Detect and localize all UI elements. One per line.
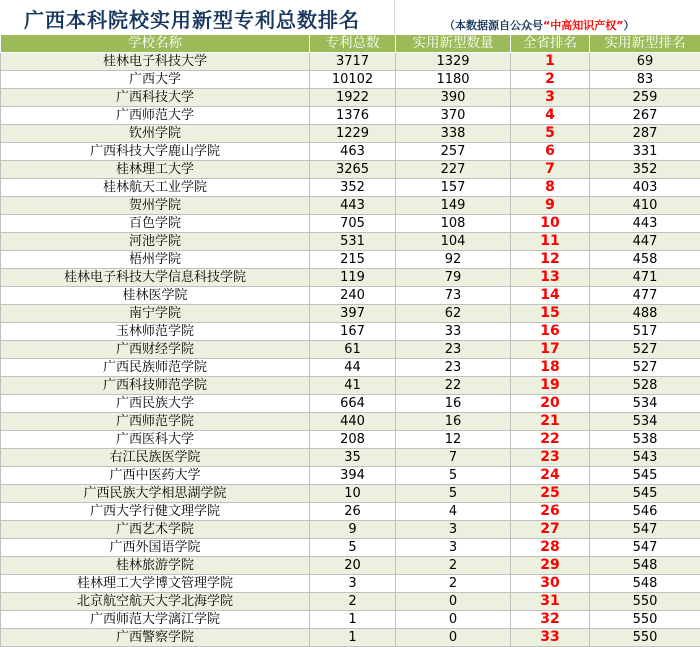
- table-row: [1, 251, 700, 269]
- utility-model-rank-cell: 550: [590, 629, 700, 647]
- utility-model-rank-cell: 528: [590, 377, 700, 395]
- utility-model-rank-cell: 471: [590, 269, 700, 287]
- table-row: [1, 593, 700, 611]
- table-row: [1, 71, 700, 89]
- utility-model-rank-cell: 545: [590, 467, 700, 485]
- utility-model-count-cell: 4: [396, 503, 511, 521]
- utility-model-count-cell: 5: [396, 467, 511, 485]
- utility-model-rank-cell: 352: [590, 161, 700, 179]
- province-rank-cell: 1: [511, 53, 590, 71]
- table-row: [1, 431, 700, 449]
- utility-model-count-cell: 227: [396, 161, 511, 179]
- utility-model-count-cell: 22: [396, 377, 511, 395]
- total-patents-cell: 119: [310, 269, 396, 287]
- total-patents-cell: 394: [310, 467, 396, 485]
- school-name-cell: 桂林旅游学院: [1, 557, 310, 575]
- table-row: [1, 215, 700, 233]
- province-rank-cell: 30: [511, 575, 590, 593]
- utility-model-count-cell: 108: [396, 215, 511, 233]
- utility-model-count-cell: 257: [396, 143, 511, 161]
- province-rank-cell: 33: [511, 629, 590, 647]
- utility-model-rank-cell: 447: [590, 233, 700, 251]
- utility-model-count-cell: 1329: [396, 53, 511, 71]
- total-patents-cell: 20: [310, 557, 396, 575]
- table-row: [1, 485, 700, 503]
- utility-model-count-cell: 3: [396, 539, 511, 557]
- school-name-cell: 广西中医药大学: [1, 467, 310, 485]
- utility-model-rank-cell: 287: [590, 125, 700, 143]
- province-rank-cell: 14: [511, 287, 590, 305]
- utility-model-count-cell: 5: [396, 485, 511, 503]
- utility-model-count-cell: 390: [396, 89, 511, 107]
- utility-model-count-cell: 157: [396, 179, 511, 197]
- utility-model-count-cell: 23: [396, 359, 511, 377]
- school-name-cell: 广西医科大学: [1, 431, 310, 449]
- utility-model-rank-cell: 488: [590, 305, 700, 323]
- table-row: [1, 323, 700, 341]
- total-patents-cell: 10102: [310, 71, 396, 89]
- utility-model-rank-cell: 534: [590, 395, 700, 413]
- school-name-cell: 桂林理工大学博文管理学院: [1, 575, 310, 593]
- total-patents-cell: 2: [310, 593, 396, 611]
- utility-model-rank-cell: 267: [590, 107, 700, 125]
- province-rank-cell: 19: [511, 377, 590, 395]
- table-row: [1, 503, 700, 521]
- source-suffix: ）: [623, 19, 634, 32]
- table-row: [1, 575, 700, 593]
- total-patents-cell: 440: [310, 413, 396, 431]
- school-name-cell: 广西民族大学: [1, 395, 310, 413]
- school-name-cell: 贺州学院: [1, 197, 310, 215]
- utility-model-count-cell: 1180: [396, 71, 511, 89]
- table-row: [1, 539, 700, 557]
- school-name-cell: 桂林电子科技大学: [1, 53, 310, 71]
- utility-model-rank-cell: 548: [590, 575, 700, 593]
- school-name-cell: 广西科技大学鹿山学院: [1, 143, 310, 161]
- utility-model-rank-cell: 477: [590, 287, 700, 305]
- school-name-cell: 广西外国语学院: [1, 539, 310, 557]
- province-rank-cell: 25: [511, 485, 590, 503]
- utility-model-rank-cell: 410: [590, 197, 700, 215]
- total-patents-cell: 208: [310, 431, 396, 449]
- school-name-cell: 广西师范学院: [1, 413, 310, 431]
- header-school-name: 学校名称: [1, 35, 310, 53]
- table-row: [1, 197, 700, 215]
- title-divider: [394, 0, 395, 34]
- header-utility-model-rank: 实用新型排名: [590, 35, 700, 53]
- province-rank-cell: 9: [511, 197, 590, 215]
- utility-model-count-cell: 0: [396, 629, 511, 647]
- total-patents-cell: 5: [310, 539, 396, 557]
- utility-model-count-cell: 3: [396, 521, 511, 539]
- utility-model-rank-cell: 517: [590, 323, 700, 341]
- total-patents-cell: 41: [310, 377, 396, 395]
- utility-model-count-cell: 33: [396, 323, 511, 341]
- province-rank-cell: 26: [511, 503, 590, 521]
- province-rank-cell: 7: [511, 161, 590, 179]
- total-patents-cell: 240: [310, 287, 396, 305]
- table-row: [1, 269, 700, 287]
- table-row: [1, 179, 700, 197]
- school-name-cell: 广西警察学院: [1, 629, 310, 647]
- province-rank-cell: 27: [511, 521, 590, 539]
- province-rank-cell: 11: [511, 233, 590, 251]
- ranking-table: [0, 34, 700, 647]
- source-account-name: “中高知识产权”: [543, 19, 623, 32]
- school-name-cell: 广西民族师范学院: [1, 359, 310, 377]
- table-row: [1, 377, 700, 395]
- utility-model-rank-cell: 550: [590, 611, 700, 629]
- utility-model-count-cell: 73: [396, 287, 511, 305]
- province-rank-cell: 5: [511, 125, 590, 143]
- table-row: [1, 359, 700, 377]
- province-rank-cell: 23: [511, 449, 590, 467]
- utility-model-count-cell: 104: [396, 233, 511, 251]
- school-name-cell: 桂林理工大学: [1, 161, 310, 179]
- table-row: [1, 611, 700, 629]
- school-name-cell: 北京航空航天大学北海学院: [1, 593, 310, 611]
- province-rank-cell: 24: [511, 467, 590, 485]
- utility-model-rank-cell: 534: [590, 413, 700, 431]
- utility-model-rank-cell: 403: [590, 179, 700, 197]
- utility-model-rank-cell: 331: [590, 143, 700, 161]
- utility-model-count-cell: 0: [396, 611, 511, 629]
- utility-model-count-cell: 149: [396, 197, 511, 215]
- school-name-cell: 桂林医学院: [1, 287, 310, 305]
- school-name-cell: 广西科技师范学院: [1, 377, 310, 395]
- total-patents-cell: 9: [310, 521, 396, 539]
- total-patents-cell: 1229: [310, 125, 396, 143]
- school-name-cell: 南宁学院: [1, 305, 310, 323]
- utility-model-count-cell: 92: [396, 251, 511, 269]
- province-rank-cell: 4: [511, 107, 590, 125]
- utility-model-count-cell: 7: [396, 449, 511, 467]
- school-name-cell: 百色学院: [1, 215, 310, 233]
- total-patents-cell: 3265: [310, 161, 396, 179]
- table-row: [1, 395, 700, 413]
- table-row: [1, 287, 700, 305]
- header-total-patents: 专利总数: [310, 35, 396, 53]
- utility-model-count-cell: 16: [396, 413, 511, 431]
- total-patents-cell: 705: [310, 215, 396, 233]
- province-rank-cell: 31: [511, 593, 590, 611]
- total-patents-cell: 352: [310, 179, 396, 197]
- utility-model-count-cell: 2: [396, 575, 511, 593]
- table-row: [1, 413, 700, 431]
- school-name-cell: 梧州学院: [1, 251, 310, 269]
- total-patents-cell: 397: [310, 305, 396, 323]
- table-row: [1, 107, 700, 125]
- total-patents-cell: 443: [310, 197, 396, 215]
- province-rank-cell: 2: [511, 71, 590, 89]
- table-row: [1, 53, 700, 71]
- total-patents-cell: 61: [310, 341, 396, 359]
- utility-model-rank-cell: 550: [590, 593, 700, 611]
- utility-model-count-cell: 0: [396, 593, 511, 611]
- source-prefix: （本数据源自公众号: [444, 19, 543, 32]
- total-patents-cell: 1: [310, 611, 396, 629]
- title-bar: [0, 0, 700, 34]
- utility-model-rank-cell: 543: [590, 449, 700, 467]
- utility-model-count-cell: 370: [396, 107, 511, 125]
- utility-model-rank-cell: 443: [590, 215, 700, 233]
- utility-model-count-cell: 12: [396, 431, 511, 449]
- table-header-row: [1, 35, 700, 53]
- school-name-cell: 河池学院: [1, 233, 310, 251]
- total-patents-cell: 531: [310, 233, 396, 251]
- total-patents-cell: 215: [310, 251, 396, 269]
- total-patents-cell: 3717: [310, 53, 396, 71]
- utility-model-rank-cell: 538: [590, 431, 700, 449]
- province-rank-cell: 16: [511, 323, 590, 341]
- school-name-cell: 广西师范大学漓江学院: [1, 611, 310, 629]
- table-row: [1, 143, 700, 161]
- school-name-cell: 桂林电子科技大学信息科技学院: [1, 269, 310, 287]
- header-utility-model-count: 实用新型数量: [396, 35, 511, 53]
- school-name-cell: 桂林航天工业学院: [1, 179, 310, 197]
- page-title: 广西本科院校实用新型专利总数排名: [24, 4, 360, 33]
- utility-model-rank-cell: 458: [590, 251, 700, 269]
- utility-model-rank-cell: 259: [590, 89, 700, 107]
- province-rank-cell: 29: [511, 557, 590, 575]
- utility-model-count-cell: 79: [396, 269, 511, 287]
- utility-model-rank-cell: 547: [590, 521, 700, 539]
- province-rank-cell: 3: [511, 89, 590, 107]
- school-name-cell: 钦州学院: [1, 125, 310, 143]
- utility-model-count-cell: 23: [396, 341, 511, 359]
- utility-model-rank-cell: 548: [590, 557, 700, 575]
- school-name-cell: 广西财经学院: [1, 341, 310, 359]
- school-name-cell: 广西师范大学: [1, 107, 310, 125]
- province-rank-cell: 21: [511, 413, 590, 431]
- province-rank-cell: 10: [511, 215, 590, 233]
- table-row: [1, 467, 700, 485]
- total-patents-cell: 1922: [310, 89, 396, 107]
- utility-model-rank-cell: 547: [590, 539, 700, 557]
- total-patents-cell: 167: [310, 323, 396, 341]
- source-note: [444, 17, 634, 33]
- school-name-cell: 广西艺术学院: [1, 521, 310, 539]
- province-rank-cell: 17: [511, 341, 590, 359]
- total-patents-cell: 35: [310, 449, 396, 467]
- utility-model-rank-cell: 527: [590, 341, 700, 359]
- province-rank-cell: 8: [511, 179, 590, 197]
- province-rank-cell: 32: [511, 611, 590, 629]
- table-row: [1, 341, 700, 359]
- total-patents-cell: 26: [310, 503, 396, 521]
- school-name-cell: 广西民族大学相思湖学院: [1, 485, 310, 503]
- utility-model-rank-cell: 527: [590, 359, 700, 377]
- province-rank-cell: 20: [511, 395, 590, 413]
- total-patents-cell: 3: [310, 575, 396, 593]
- utility-model-count-cell: 338: [396, 125, 511, 143]
- table-row: [1, 521, 700, 539]
- table-row: [1, 233, 700, 251]
- utility-model-rank-cell: 69: [590, 53, 700, 71]
- total-patents-cell: 463: [310, 143, 396, 161]
- province-rank-cell: 15: [511, 305, 590, 323]
- province-rank-cell: 12: [511, 251, 590, 269]
- utility-model-rank-cell: 545: [590, 485, 700, 503]
- province-rank-cell: 13: [511, 269, 590, 287]
- utility-model-count-cell: 62: [396, 305, 511, 323]
- table-row: [1, 161, 700, 179]
- total-patents-cell: 1: [310, 629, 396, 647]
- province-rank-cell: 28: [511, 539, 590, 557]
- table-row: [1, 89, 700, 107]
- province-rank-cell: 6: [511, 143, 590, 161]
- total-patents-cell: 664: [310, 395, 396, 413]
- table-row: [1, 449, 700, 467]
- school-name-cell: 广西科技大学: [1, 89, 310, 107]
- total-patents-cell: 44: [310, 359, 396, 377]
- school-name-cell: 右江民族医学院: [1, 449, 310, 467]
- utility-model-count-cell: 2: [396, 557, 511, 575]
- header-province-rank: 全省排名: [511, 35, 590, 53]
- total-patents-cell: 1376: [310, 107, 396, 125]
- total-patents-cell: 10: [310, 485, 396, 503]
- table-row: [1, 305, 700, 323]
- table-row: [1, 557, 700, 575]
- school-name-cell: 广西大学: [1, 71, 310, 89]
- province-rank-cell: 22: [511, 431, 590, 449]
- province-rank-cell: 18: [511, 359, 590, 377]
- table-body: [1, 53, 700, 647]
- school-name-cell: 广西大学行健文理学院: [1, 503, 310, 521]
- utility-model-count-cell: 16: [396, 395, 511, 413]
- utility-model-rank-cell: 546: [590, 503, 700, 521]
- table-row: [1, 125, 700, 143]
- table-row: [1, 629, 700, 647]
- utility-model-rank-cell: 83: [590, 71, 700, 89]
- school-name-cell: 玉林师范学院: [1, 323, 310, 341]
